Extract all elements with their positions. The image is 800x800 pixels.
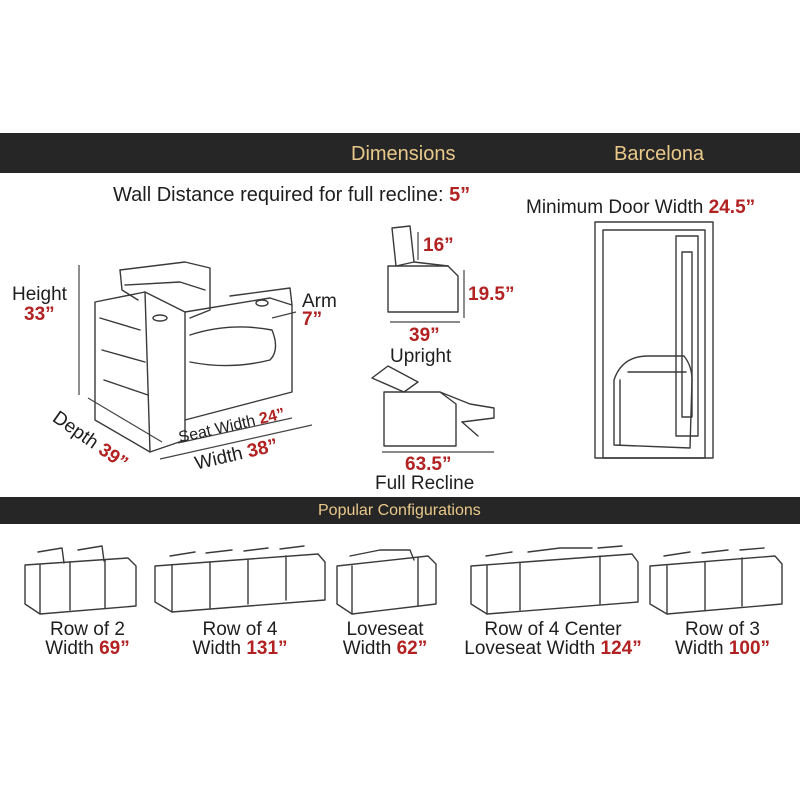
header-title: Dimensions	[351, 143, 456, 165]
depth-label: Depth	[48, 407, 103, 454]
config-name: Row of 2	[50, 619, 125, 640]
width-value: 38”	[245, 435, 280, 463]
seat-width-value: 24”	[257, 405, 287, 428]
depth-value: 39”	[94, 439, 132, 475]
upright-caption: Upright	[390, 346, 452, 367]
row-of-4-illustration	[155, 546, 325, 612]
config-name: Loveseat	[346, 619, 424, 640]
width-label: Width	[192, 443, 245, 475]
config-name: Row of 4	[202, 619, 278, 640]
wall-distance-value: 5”	[449, 184, 471, 206]
seat-width-label: Seat Width	[177, 412, 258, 447]
row-of-3-illustration	[650, 548, 782, 614]
recline-width-value: 63.5”	[405, 454, 452, 475]
configurations-title: Popular Configurations	[318, 502, 481, 519]
recline-caption: Full Recline	[375, 473, 475, 494]
height-value: 33”	[24, 304, 55, 325]
row-of-4-center-loveseat-illustration	[471, 546, 638, 614]
config-row-of-3	[660, 620, 785, 658]
row-of-2-illustration	[25, 546, 136, 614]
wall-distance-label: Wall Distance required for full recline:	[113, 184, 444, 206]
config-row-of-2	[30, 620, 145, 658]
door-width-label: Minimum Door Width	[526, 197, 704, 218]
config-loveseat	[325, 620, 445, 658]
upright-top-value: 16”	[423, 235, 454, 256]
arm-label: Arm	[302, 291, 337, 312]
config-row-of-4	[180, 620, 300, 658]
config-name: Row of 3	[685, 619, 760, 640]
config-width: Width 62”	[342, 638, 428, 659]
arm-value: 7”	[302, 309, 323, 330]
config-width: Width 69”	[45, 638, 130, 659]
config-width: Width 100”	[674, 638, 771, 659]
config-width: Width 131”	[192, 638, 288, 659]
door-width-value: 24.5”	[708, 197, 756, 218]
config-width: Loveseat Width 124”	[464, 638, 642, 659]
header-model: Barcelona	[614, 143, 705, 165]
upright-side-value: 19.5”	[468, 284, 515, 305]
height-label: Height	[12, 284, 67, 305]
config-name: Row of 4 Center	[484, 619, 622, 640]
loveseat-illustration	[337, 550, 436, 614]
config-row-of-4-center-loveseat	[448, 620, 658, 658]
upright-width-value: 39”	[409, 325, 440, 346]
